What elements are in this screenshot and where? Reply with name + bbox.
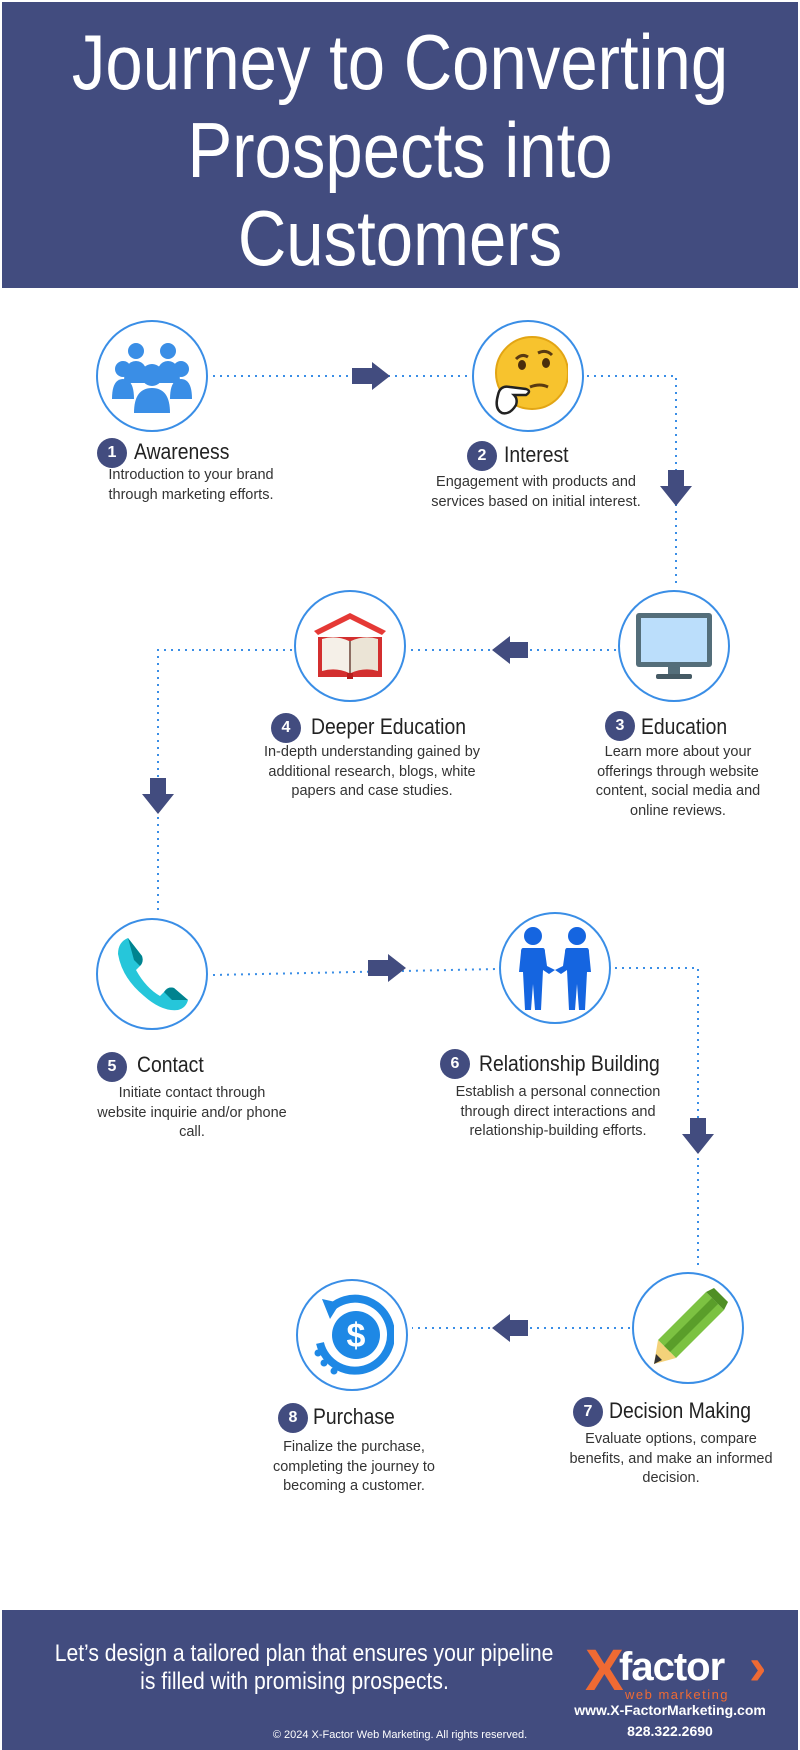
step-6-icon-circle <box>499 912 611 1024</box>
arrow-down-icon <box>682 1118 714 1154</box>
step-5-title: Contact <box>137 1052 204 1077</box>
step-4-icon-circle <box>294 590 406 702</box>
step-1-description: Introduction to your brand through marketing efforts. <box>108 467 274 503</box>
footer-tagline <box>22 1640 567 1696</box>
logo-chevron-icon: › <box>749 1638 767 1696</box>
logo-x-glyph: X <box>585 1638 624 1703</box>
step-3-badge: 3 <box>605 711 635 741</box>
logo-wordmark: factor <box>619 1645 725 1689</box>
open-book-icon <box>312 611 388 681</box>
connector-5-6 <box>213 969 497 975</box>
step-7-title: Decision Making <box>609 1398 752 1423</box>
pencil-icon <box>648 1288 728 1368</box>
dollar-cycle-icon <box>310 1293 394 1377</box>
tagline-line-1: Let’s design a tailored plan that ensures your pipeline <box>54 1640 554 1667</box>
step-2-badge: 2 <box>467 441 497 471</box>
logo-subtitle: web marketing <box>625 1687 730 1702</box>
website-link[interactable]: www.X-FactorMarketing.com <box>574 1702 766 1718</box>
step-1-icon-circle <box>96 320 208 432</box>
computer-monitor-icon <box>634 611 714 681</box>
step-5-icon-circle <box>96 918 208 1030</box>
step-6-title: Relationship Building <box>479 1051 660 1076</box>
step-8-icon-circle <box>296 1279 408 1391</box>
step-3-title: Education <box>641 714 728 739</box>
step-3-description: Learn more about your offerings through website content, social media and online reviews. <box>595 744 761 819</box>
step-8-badge: 8 <box>278 1403 308 1433</box>
step-2-description: Engagement with products and services based on initial interest. <box>431 474 641 510</box>
step-8-title: Purchase <box>313 1404 395 1429</box>
title-line-1: Journey to Converting <box>71 18 729 106</box>
step-3-icon-circle <box>618 590 730 702</box>
step-2-title: Interest <box>504 442 569 467</box>
arrow-down-icon <box>142 778 174 814</box>
thinking-face-icon <box>488 333 568 419</box>
copyright-text: © 2024 X-Factor Web Marketing. All rights reserved. <box>272 1729 528 1741</box>
step-4-title: Deeper Education <box>311 714 466 739</box>
title-line-2: Prospects into <box>187 106 613 194</box>
phone-number[interactable]: 828.322.2690 <box>627 1723 713 1739</box>
step-4-badge: 4 <box>271 713 301 743</box>
step-7-description: Evaluate options, compare benefits, and make an informed decision. <box>569 1431 773 1486</box>
step-1-title: Awareness <box>134 439 230 464</box>
step-7-badge: 7 <box>573 1397 603 1427</box>
step-6-badge: 6 <box>440 1049 470 1079</box>
step-1-badge: 1 <box>97 438 127 468</box>
arrow-down-icon <box>660 470 692 506</box>
people-group-icon <box>110 339 194 413</box>
arrow-right-icon <box>352 362 390 390</box>
step-4-description: In-depth understanding gained by additional research, blogs, white papers and case studies. <box>263 744 481 799</box>
arrow-left-icon <box>492 636 528 664</box>
step-6-description: Establish a personal connection through direct interactions and relationship-building efforts. <box>455 1084 661 1139</box>
step-5-badge: 5 <box>97 1052 127 1082</box>
telephone-icon <box>114 934 190 1014</box>
arrow-right-icon <box>368 954 406 982</box>
svg-text:$: $ <box>346 1317 366 1355</box>
step-2-icon-circle <box>472 320 584 432</box>
arrow-left-icon <box>492 1314 528 1342</box>
step-5-description: Initiate contact through website inquirie and/or phone call. <box>97 1085 287 1140</box>
xfactor-logo[interactable] <box>585 1638 775 1703</box>
tagline-line-2: is filled with promising prospects. <box>140 1668 449 1695</box>
step-7-icon-circle <box>632 1272 744 1384</box>
handshake-people-icon <box>515 926 595 1010</box>
step-8-description: Finalize the purchase, completing the journey to becoming a customer. <box>272 1439 435 1494</box>
title-line-3: Customers <box>237 194 563 282</box>
